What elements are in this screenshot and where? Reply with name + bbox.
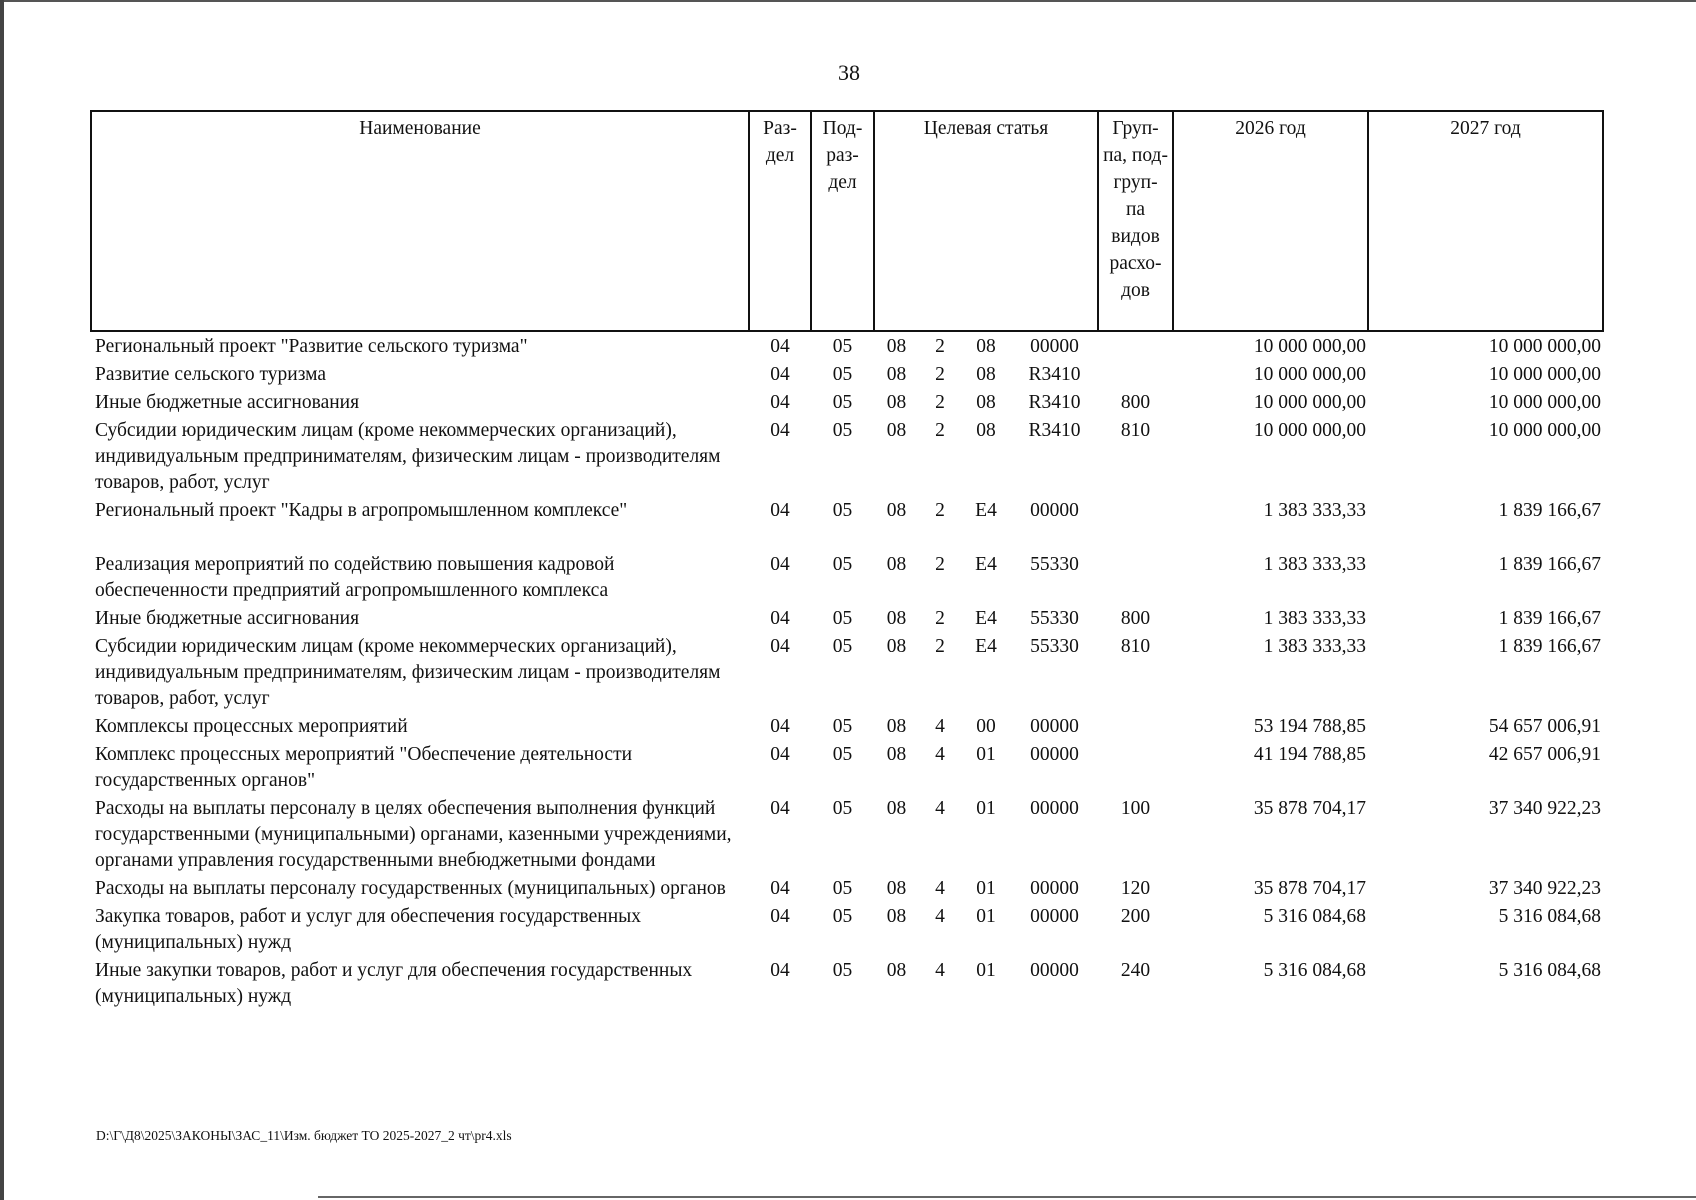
footer-file-path: D:\Г\Д8\2025\ЗАКОНЫ\ЗАС_11\Изм. бюджет ТО 2025-2027_2 чт\pr4.xls xyxy=(96,1128,512,1143)
target-program-code: 08 xyxy=(886,744,907,765)
target-program-code: 08 xyxy=(886,608,907,629)
target-direction-code: 00000 xyxy=(1030,716,1079,737)
target-program-code: 08 xyxy=(886,960,907,981)
header-line: дел xyxy=(765,145,795,166)
amount-2026: 1 383 333,33 xyxy=(1263,554,1367,575)
item-name: Расходы на выплаты персоналу государственных (муниципальных) органов xyxy=(95,878,726,899)
expense-group-code xyxy=(1098,552,1173,606)
header-line: раз- xyxy=(826,145,859,166)
header-line: Груп- xyxy=(1112,118,1159,139)
target-event-code: E4 xyxy=(975,554,997,575)
table-row xyxy=(91,876,1603,904)
podrazdel-code: 05 xyxy=(832,906,853,927)
target-subprogram-code: 4 xyxy=(935,716,945,737)
target-program-code: 08 xyxy=(886,392,907,413)
target-subprogram-code: 2 xyxy=(935,392,945,413)
budget-table xyxy=(90,110,1604,1012)
item-name: Комплекс процессных мероприятий "Обеспечение деятельности государственных органов" xyxy=(95,744,633,791)
table-body xyxy=(91,331,1603,1012)
header-expense-group xyxy=(1098,111,1173,331)
target-direction-code: 55330 xyxy=(1030,608,1079,629)
table-row xyxy=(91,552,1603,606)
razdel-code: 04 xyxy=(770,636,790,657)
amount-2026: 35 878 704,17 xyxy=(1253,878,1367,899)
table-row xyxy=(91,331,1603,362)
table-header xyxy=(91,111,1603,331)
target-subprogram-code: 4 xyxy=(935,906,945,927)
target-direction-code: 55330 xyxy=(1030,636,1079,657)
amount-2026: 10 000 000,00 xyxy=(1253,392,1367,413)
razdel-code: 04 xyxy=(770,500,790,521)
podrazdel-code: 05 xyxy=(832,392,853,413)
razdel-code: 04 xyxy=(770,336,790,357)
razdel-code: 04 xyxy=(770,878,790,899)
podrazdel-code: 05 xyxy=(832,878,853,899)
header-line: видов xyxy=(1111,226,1160,247)
podrazdel-code: 05 xyxy=(832,420,853,441)
header-razdel xyxy=(749,111,811,331)
amount-2027: 10 000 000,00 xyxy=(1488,392,1602,413)
header-line: Наименование xyxy=(359,118,481,139)
amount-2026: 41 194 788,85 xyxy=(1253,744,1367,765)
target-event-code: 01 xyxy=(976,960,996,981)
table-row xyxy=(91,958,1603,1012)
target-subprogram-code: 2 xyxy=(935,500,945,521)
target-direction-code: 00000 xyxy=(1030,798,1079,819)
target-event-code: 08 xyxy=(976,364,996,385)
target-program-code: 08 xyxy=(886,716,907,737)
item-name: Субсидии юридическим лицам (кроме некоммерческих организаций), индивидуальным предпринимателям, физическим лицам - производителям товаров, работ, услуг xyxy=(95,420,721,493)
amount-2027: 10 000 000,00 xyxy=(1488,364,1602,385)
target-event-code: 01 xyxy=(976,744,996,765)
header-line: 2027 год xyxy=(1450,118,1521,139)
amount-2026: 1 383 333,33 xyxy=(1263,608,1367,629)
target-subprogram-code: 2 xyxy=(935,608,945,629)
target-direction-code: R3410 xyxy=(1028,364,1081,385)
target-direction-code: R3410 xyxy=(1028,392,1081,413)
target-subprogram-code: 4 xyxy=(935,798,945,819)
target-program-code: 08 xyxy=(886,336,907,357)
target-event-code: 08 xyxy=(976,336,996,357)
podrazdel-code: 05 xyxy=(832,798,853,819)
target-program-code: 08 xyxy=(886,420,907,441)
amount-2026: 1 383 333,33 xyxy=(1263,636,1367,657)
razdel-code: 04 xyxy=(770,392,790,413)
target-direction-code: 00000 xyxy=(1030,906,1079,927)
table-row xyxy=(91,904,1603,958)
amount-2027: 10 000 000,00 xyxy=(1488,420,1602,441)
target-subprogram-code: 2 xyxy=(935,336,945,357)
podrazdel-code: 05 xyxy=(832,716,853,737)
table-row xyxy=(91,796,1603,876)
target-direction-code: R3410 xyxy=(1028,420,1081,441)
target-program-code: 08 xyxy=(886,798,907,819)
amount-2026: 53 194 788,85 xyxy=(1253,716,1367,737)
target-subprogram-code: 4 xyxy=(935,744,945,765)
target-program-code: 08 xyxy=(886,364,907,385)
table-row xyxy=(91,390,1603,418)
amount-2026: 1 383 333,33 xyxy=(1263,500,1367,521)
header-line: 2026 год xyxy=(1235,118,1306,139)
scan-frame-bottom xyxy=(318,1196,1696,1198)
amount-2027: 5 316 084,68 xyxy=(1498,906,1602,927)
item-name: Расходы на выплаты персоналу в целях обеспечения выполнения функций государственными (муниципальными) органами, казенными учреждениями, органами управления государственными внебюджетными фондами xyxy=(95,798,732,871)
target-event-code: 00 xyxy=(976,716,996,737)
expense-group-code: 120 xyxy=(1120,878,1151,899)
table-row xyxy=(91,362,1603,390)
amount-2026: 10 000 000,00 xyxy=(1253,364,1367,385)
target-subprogram-code: 2 xyxy=(935,636,945,657)
amount-2026: 5 316 084,68 xyxy=(1263,960,1367,981)
razdel-code: 04 xyxy=(770,420,790,441)
target-program-code: 08 xyxy=(886,554,907,575)
amount-2027: 1 839 166,67 xyxy=(1498,500,1602,521)
target-subprogram-code: 4 xyxy=(935,878,945,899)
target-direction-code: 00000 xyxy=(1030,500,1079,521)
header-year-2026 xyxy=(1173,111,1368,331)
target-subprogram-code: 2 xyxy=(935,364,945,385)
header-line: Раз- xyxy=(763,118,797,139)
item-name: Иные закупки товаров, работ и услуг для обеспечения государственных (муниципальных) нужд xyxy=(95,960,693,1007)
expense-group-code: 800 xyxy=(1120,392,1151,413)
target-event-code: 08 xyxy=(976,392,996,413)
item-name: Реализация мероприятий по содействию повышения кадровой обеспеченности предприятий агропромышленного комплекса xyxy=(95,554,615,601)
podrazdel-code: 05 xyxy=(832,636,853,657)
target-event-code: 01 xyxy=(976,906,996,927)
razdel-code: 04 xyxy=(770,744,790,765)
target-event-code: 01 xyxy=(976,878,996,899)
header-line: груп- xyxy=(1113,172,1158,193)
podrazdel-code: 05 xyxy=(832,608,853,629)
header-line: Под- xyxy=(822,118,863,139)
item-name: Закупка товаров, работ и услуг для обеспечения государственных (муниципальных) нужд xyxy=(95,906,642,953)
target-direction-code: 55330 xyxy=(1030,554,1079,575)
amount-2027: 37 340 922,23 xyxy=(1488,878,1602,899)
target-subprogram-code: 4 xyxy=(935,960,945,981)
target-event-code: 08 xyxy=(976,420,996,441)
amount-2027: 1 839 166,67 xyxy=(1498,554,1602,575)
scan-frame-left xyxy=(0,0,4,1200)
podrazdel-code: 05 xyxy=(832,500,853,521)
amount-2026: 35 878 704,17 xyxy=(1253,798,1367,819)
header-line: па, под- xyxy=(1103,145,1168,166)
razdel-code: 04 xyxy=(770,906,790,927)
razdel-code: 04 xyxy=(770,798,790,819)
expense-group-code xyxy=(1098,498,1173,552)
expense-group-code xyxy=(1098,362,1173,390)
target-event-code: E4 xyxy=(975,500,997,521)
item-name: Иные бюджетные ассигнования xyxy=(95,608,360,629)
razdel-code: 04 xyxy=(770,554,790,575)
item-name: Иные бюджетные ассигнования xyxy=(95,392,360,413)
target-event-code: E4 xyxy=(975,608,997,629)
amount-2026: 10 000 000,00 xyxy=(1253,336,1367,357)
expense-group-code xyxy=(1098,714,1173,742)
podrazdel-code: 05 xyxy=(832,336,853,357)
table-row xyxy=(91,742,1603,796)
expense-group-code: 800 xyxy=(1120,608,1151,629)
target-event-code: E4 xyxy=(975,636,997,657)
table-row xyxy=(91,606,1603,634)
scan-frame-top xyxy=(0,0,1696,2)
item-name: Развитие сельского туризма xyxy=(95,364,327,385)
razdel-code: 04 xyxy=(770,608,790,629)
razdel-code: 04 xyxy=(770,364,790,385)
table-row xyxy=(91,498,1603,552)
target-subprogram-code: 2 xyxy=(935,554,945,575)
header-target-article xyxy=(874,111,1098,331)
expense-group-code xyxy=(1098,331,1173,362)
target-program-code: 08 xyxy=(886,878,907,899)
amount-2027: 1 839 166,67 xyxy=(1498,608,1602,629)
amount-2027: 1 839 166,67 xyxy=(1498,636,1602,657)
item-name: Субсидии юридическим лицам (кроме некоммерческих организаций), индивидуальным предпринимателям, физическим лицам - производителям товаров, работ, услуг xyxy=(95,636,721,709)
amount-2027: 54 657 006,91 xyxy=(1488,716,1602,737)
expense-group-code: 810 xyxy=(1120,420,1151,441)
razdel-code: 04 xyxy=(770,716,790,737)
header-name xyxy=(91,111,749,331)
amount-2027: 5 316 084,68 xyxy=(1498,960,1602,981)
razdel-code: 04 xyxy=(770,960,790,981)
header-podrazdel xyxy=(811,111,874,331)
table-row xyxy=(91,714,1603,742)
podrazdel-code: 05 xyxy=(832,960,853,981)
header-year-2027 xyxy=(1368,111,1603,331)
page-number: 38 xyxy=(838,60,860,85)
amount-2026: 5 316 084,68 xyxy=(1263,906,1367,927)
expense-group-code: 200 xyxy=(1120,906,1151,927)
target-program-code: 08 xyxy=(886,906,907,927)
target-direction-code: 00000 xyxy=(1030,744,1079,765)
amount-2027: 37 340 922,23 xyxy=(1488,798,1602,819)
item-name: Региональный проект "Кадры в агропромышленном комплексе" xyxy=(95,500,628,521)
podrazdel-code: 05 xyxy=(832,364,853,385)
header-line: расхо- xyxy=(1109,253,1162,274)
target-program-code: 08 xyxy=(886,636,907,657)
header-line: Целевая статья xyxy=(923,118,1049,139)
expense-group-code: 100 xyxy=(1120,798,1151,819)
amount-2027: 10 000 000,00 xyxy=(1488,336,1602,357)
target-subprogram-code: 2 xyxy=(935,420,945,441)
target-direction-code: 00000 xyxy=(1030,336,1079,357)
header-line: дов xyxy=(1121,280,1150,301)
podrazdel-code: 05 xyxy=(832,554,853,575)
expense-group-code xyxy=(1098,742,1173,796)
item-name: Региональный проект "Развитие сельского туризма" xyxy=(95,336,528,357)
table-row xyxy=(91,418,1603,498)
target-direction-code: 00000 xyxy=(1030,960,1079,981)
target-event-code: 01 xyxy=(976,798,996,819)
amount-2027: 42 657 006,91 xyxy=(1488,744,1602,765)
podrazdel-code: 05 xyxy=(832,744,853,765)
expense-group-code: 240 xyxy=(1120,960,1151,981)
target-direction-code: 00000 xyxy=(1030,878,1079,899)
target-program-code: 08 xyxy=(886,500,907,521)
header-line: дел xyxy=(828,172,857,193)
amount-2026: 10 000 000,00 xyxy=(1253,420,1367,441)
table-row xyxy=(91,634,1603,714)
header-line: па xyxy=(1125,199,1146,220)
expense-group-code: 810 xyxy=(1120,636,1151,657)
item-name: Комплексы процессных мероприятий xyxy=(95,716,408,737)
